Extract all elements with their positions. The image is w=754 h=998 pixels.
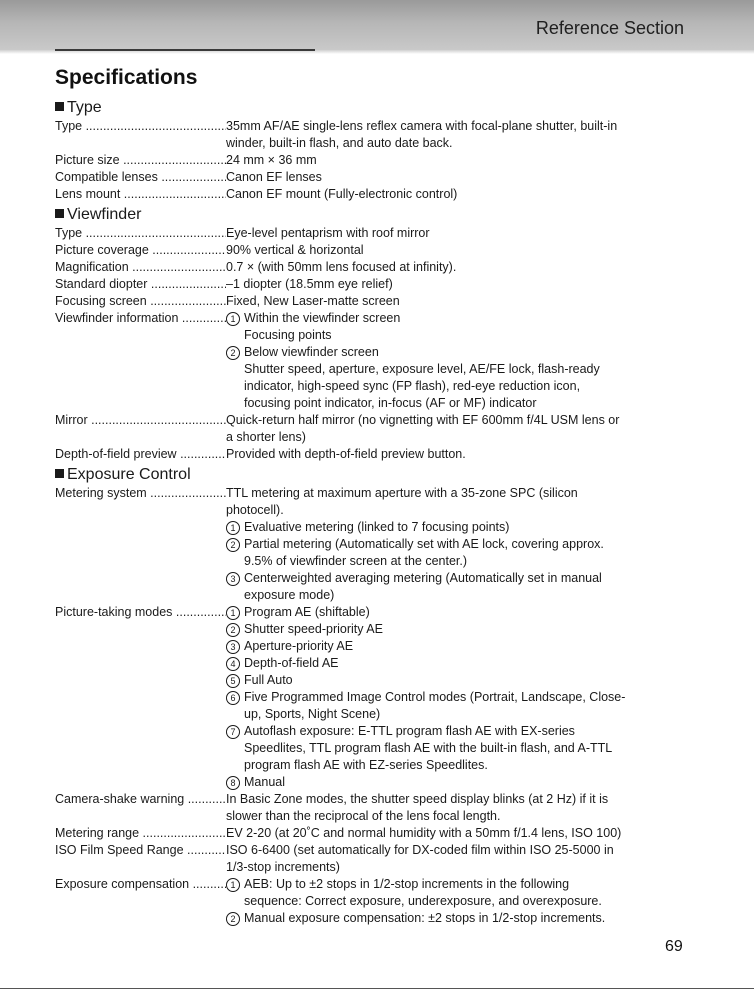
numbered-item	[226, 570, 695, 604]
spec-label: Type .....	[55, 225, 226, 242]
section-heading-text: Type	[67, 99, 102, 116]
section-heading	[55, 205, 695, 225]
spec-row	[55, 242, 695, 259]
spec-value	[226, 276, 695, 293]
numbered-item	[226, 910, 695, 927]
item-line: Within the viewfinder screen	[244, 311, 401, 325]
spec-row	[55, 259, 695, 276]
circled-number: 1	[226, 878, 240, 892]
spec-row	[55, 310, 695, 412]
spec-label: Mirror .....	[55, 412, 226, 429]
numbered-item	[226, 621, 695, 638]
spec-value-line: TTL metering at maximum aperture with a 35-zone SPC (silicon	[226, 486, 578, 500]
spec-row	[55, 842, 695, 876]
spec-row	[55, 791, 695, 825]
numbered-item	[226, 723, 695, 774]
circled-number: 1	[226, 606, 240, 620]
item-line: 9.5% of viewfinder screen at the center.)	[244, 554, 468, 568]
header-rule	[55, 49, 315, 51]
item-line: Focusing points	[244, 328, 332, 342]
circled-number: 4	[226, 657, 240, 671]
spec-value-line: 24 mm × 36 mm	[226, 153, 317, 167]
spec-label: Viewfinder information .....	[55, 310, 226, 327]
item-line: Speedlites, TTL program flash AE with the built-in flash, and A-TTL	[244, 741, 613, 755]
spec-row	[55, 118, 695, 152]
item-line: AEB: Up to ±2 stops in 1/2-stop increments in the following	[244, 877, 570, 891]
spec-value	[226, 118, 695, 152]
spec-value	[226, 186, 695, 203]
spec-value-line: 90% vertical & horizontal	[226, 243, 364, 257]
numbered-item	[226, 774, 695, 791]
numbered-item	[226, 876, 695, 910]
item-line: up, Sports, Night Scene)	[244, 707, 381, 721]
spec-value-line: Canon EF mount (Fully-electronic control)	[226, 187, 458, 201]
section-title: Reference Section	[535, 18, 684, 38]
spec-value-line: a shorter lens)	[226, 430, 306, 444]
item-line: Shutter speed, aperture, exposure level, AE/FE lock, flash-ready	[244, 362, 600, 376]
spec-value-line: EV 2-20 (at 20˚C and normal humidity with a 50mm f/1.4 lens, ISO 100)	[226, 826, 622, 840]
page-title: Specifications	[55, 66, 198, 89]
spec-content	[55, 96, 695, 927]
item-line: Manual	[244, 775, 285, 789]
spec-label: Picture size .....	[55, 152, 226, 169]
spec-value-line: Fixed, New Laser-matte screen	[226, 294, 400, 308]
item-line: exposure mode)	[244, 588, 335, 602]
numbered-item	[226, 310, 695, 344]
numbered-item	[226, 655, 695, 672]
circled-number: 2	[226, 346, 240, 360]
spec-label: Metering system .....	[55, 485, 226, 502]
spec-value-line: 1/3-stop increments)	[226, 860, 340, 874]
square-bullet-icon	[55, 209, 64, 218]
square-bullet-icon	[55, 469, 64, 478]
item-line: Program AE (shiftable)	[244, 605, 370, 619]
item-line: indicator, high-speed sync (FP flash), red-eye reduction icon,	[244, 379, 581, 393]
spec-row	[55, 876, 695, 927]
item-line: sequence: Correct exposure, underexposure, and overexposure.	[244, 894, 602, 908]
circled-number: 3	[226, 572, 240, 586]
section-heading-text: Viewfinder	[67, 206, 142, 223]
spec-value	[226, 225, 695, 242]
spec-value	[226, 412, 695, 446]
spec-value	[226, 842, 695, 876]
spec-value-line: winder, built-in flash, and auto date back.	[226, 136, 453, 150]
spec-row	[55, 604, 695, 791]
item-line: focusing point indicator, in-focus (AF or MF) indicator	[244, 396, 537, 410]
circled-number: 6	[226, 691, 240, 705]
spec-value-line: photocell).	[226, 503, 284, 517]
circled-number: 5	[226, 674, 240, 688]
item-line: Autoflash exposure: E-TTL program flash AE with EX-series	[244, 724, 575, 738]
spec-value	[226, 604, 695, 791]
section-heading	[55, 465, 695, 485]
spec-value-line: 35mm AF/AE single-lens reflex camera with focal-plane shutter, built-in	[226, 119, 618, 133]
spec-value	[226, 259, 695, 276]
spec-label: Metering range .....	[55, 825, 226, 842]
spec-label: Lens mount .....	[55, 186, 226, 203]
spec-value-line: Canon EF lenses	[226, 170, 322, 184]
spec-value	[226, 485, 695, 604]
spec-value	[226, 242, 695, 259]
spec-row	[55, 412, 695, 446]
page-number: 69	[665, 938, 683, 955]
spec-label: Magnification .....	[55, 259, 226, 276]
item-line: Five Programmed Image Control modes (Portrait, Landscape, Close-	[244, 690, 626, 704]
numbered-item	[226, 519, 695, 536]
square-bullet-icon	[55, 102, 64, 111]
spec-value-line: In Basic Zone modes, the shutter speed display blinks (at 2 Hz) if it is	[226, 792, 609, 806]
circled-number: 1	[226, 521, 240, 535]
spec-row	[55, 293, 695, 310]
spec-value-line: –1 diopter (18.5mm eye relief)	[226, 277, 393, 291]
spec-value	[226, 310, 695, 412]
numbered-item	[226, 604, 695, 621]
circled-number: 1	[226, 312, 240, 326]
spec-value	[226, 169, 695, 186]
spec-value	[226, 293, 695, 310]
spec-value	[226, 152, 695, 169]
spec-label: Focusing screen .....	[55, 293, 226, 310]
spec-label: Type .....	[55, 118, 226, 135]
spec-label: Picture coverage .....	[55, 242, 226, 259]
circled-number: 8	[226, 776, 240, 790]
spec-label: ISO Film Speed Range .....	[55, 842, 226, 859]
section-heading-text: Exposure Control	[67, 466, 191, 483]
spec-label: Standard diopter .....	[55, 276, 226, 293]
numbered-item	[226, 536, 695, 570]
spec-value	[226, 876, 695, 927]
spec-value-line: 0.7 × (with 50mm lens focused at infinity).	[226, 260, 457, 274]
numbered-item	[226, 672, 695, 689]
spec-value-line: Quick-return half mirror (no vignetting with EF 600mm f/4L USM lens or	[226, 413, 620, 427]
spec-label: Picture-taking modes .....	[55, 604, 226, 621]
spec-label: Camera-shake warning .....	[55, 791, 226, 808]
item-line: Manual exposure compensation: ±2 stops in 1/2-stop increments.	[244, 911, 606, 925]
spec-value-line: ISO 6-6400 (set automatically for DX-coded film within ISO 25-5000 in	[226, 843, 614, 857]
item-line: Aperture-priority AE	[244, 639, 354, 653]
spec-row	[55, 225, 695, 242]
spec-value-line: slower than the reciprocal of the lens focal length.	[226, 809, 501, 823]
spec-row	[55, 169, 695, 186]
spec-value-line: Eye-level pentaprism with roof mirror	[226, 226, 430, 240]
circled-number: 2	[226, 538, 240, 552]
circled-number: 7	[226, 725, 240, 739]
spec-label: Depth-of-field preview .....	[55, 446, 226, 463]
item-line: Full Auto	[244, 673, 293, 687]
numbered-item	[226, 689, 695, 723]
spec-value	[226, 446, 695, 463]
item-line: Shutter speed-priority AE	[244, 622, 383, 636]
circled-number: 2	[226, 912, 240, 926]
bottom-rule	[0, 988, 754, 989]
circled-number: 3	[226, 640, 240, 654]
item-line: Centerweighted averaging metering (Automatically set in manual	[244, 571, 602, 585]
item-line: program flash AE with EZ-series Speedlites.	[244, 758, 488, 772]
numbered-item	[226, 344, 695, 412]
item-line: Partial metering (Automatically set with AE lock, covering approx.	[244, 537, 604, 551]
numbered-item	[226, 638, 695, 655]
spec-row	[55, 152, 695, 169]
spec-value	[226, 791, 695, 825]
spec-row	[55, 276, 695, 293]
spec-row	[55, 825, 695, 842]
spec-row	[55, 446, 695, 463]
item-line: Below viewfinder screen	[244, 345, 379, 359]
circled-number: 2	[226, 623, 240, 637]
section-heading	[55, 98, 695, 118]
spec-value-line: Provided with depth-of-field preview button.	[226, 447, 466, 461]
item-line: Depth-of-field AE	[244, 656, 339, 670]
spec-value	[226, 825, 695, 842]
spec-label: Exposure compensation .....	[55, 876, 226, 893]
item-line: Evaluative metering (linked to 7 focusing points)	[244, 520, 510, 534]
spec-row	[55, 485, 695, 604]
spec-label: Compatible lenses .....	[55, 169, 226, 186]
spec-row	[55, 186, 695, 203]
